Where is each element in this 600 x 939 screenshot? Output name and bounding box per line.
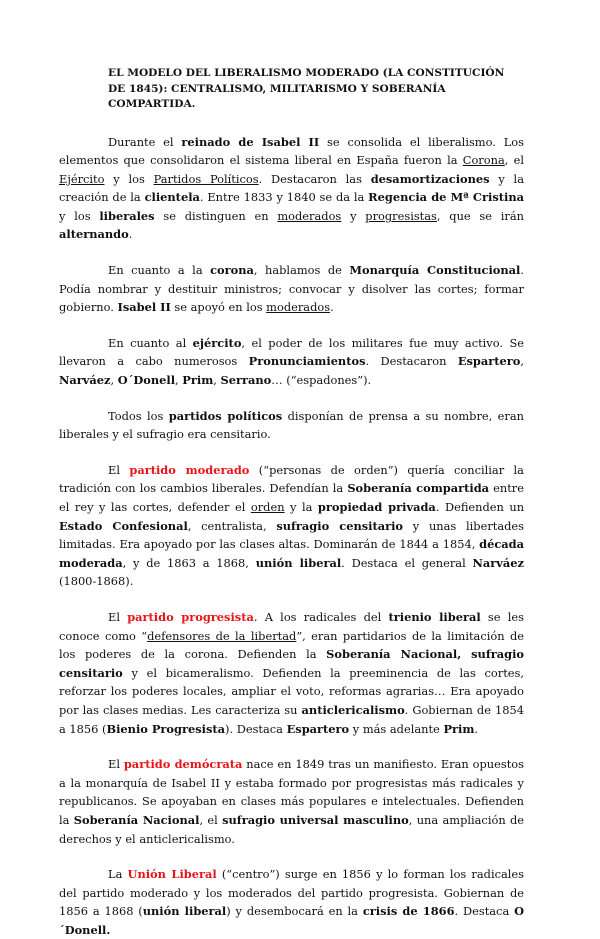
paragraph-moderado: El partido moderado (“personas de orden”) quería conciliar la tradición con los cambios liberales. Defendían la Soberanía compartida entre el rey y las cortes, defender el orden y la propiedad privada. Defienden un Estado Confesional, centralista, sufragio censitario y unas libertades limitadas. Era apoyado por las clases altas. Dominarán de 1844 a 1854, década moderada, y de 1863 a 1868, unión liberal. Destaca el general Narváez (1800-1868).: [59, 461, 524, 591]
paragraph-partidos: Todos los partidos políticos disponían de prensa a su nombre, eran liberales y el sufragio era censitario.: [59, 407, 524, 444]
paragraph-corona: En cuanto a la corona, hablamos de Monarquía Constitucional. Podía nombrar y destituir ministros; convocar y disolver las cortes; formar gobierno. Isabel II se apoyó en los moderados.: [59, 261, 524, 317]
document-title: EL MODELO DEL LIBERALISMO MODERADO (LA CONSTITUCIÓN DE 1845): CENTRALISMO, MILITARISMO Y SOBERANÍA COMPARTIDA.: [108, 66, 524, 113]
paragraph-reinado: Durante el reinado de Isabel II se consolida el liberalismo. Los elementos que consolidaron el sistema liberal en España fueron la Corona, el Ejército y los Partidos Políticos. Destacaron las desamortizaciones y la creación de la clientela. Entre 1833 y 1840 se da la Regencia de Mª Cristina y los liberales se distinguen en moderados y progresistas, que se irán alternando.: [59, 133, 524, 245]
body-text: [59, 133, 524, 939]
paragraph-union-liberal: La Unión Liberal (“centro”) surge en 1856 y lo forman los radicales del partido moderado y los moderados del partido progresista. Gobiernan de 1856 a 1868 (unión liberal) y desembocará en la crisis de 1866. Destaca O´Donell.: [59, 865, 524, 939]
paragraph-progresista: El partido progresista. A los radicales del trienio liberal se les conoce como “defensores de la libertad”, eran partidarios de la limitación de los poderes de la corona. Defienden la Soberanía Nacional, sufragio censitario y el bicameralismo. Defienden la preeminencia de las cortes, reforzar los poderes locales, ampliar el voto, reformas agrarias… Era apoyado por las clases medias. Les caracteriza su anticlericalismo. Gobiernan de 1854 a 1856 (Bienio Progresista). Destaca Espartero y más adelante Prim.: [59, 608, 524, 738]
paragraph-ejercito: En cuanto al ejército, el poder de los militares fue muy activo. Se llevaron a cabo numerosos Pronunciamientos. Destacaron Espartero, Narváez, O´Donell, Prim, Serrano… (“espadones”).: [59, 334, 524, 390]
paragraph-democrata: El partido demócrata nace en 1849 tras un manifiesto. Eran opuestos a la monarquía de Isabel II y estaba formado por progresistas más radicales y republicanos. Se apoyaban en clases más populares e intelectuales. Defienden la Soberanía Nacional, el sufragio universal masculino, una ampliación de derechos y el anticlericalismo.: [59, 755, 524, 848]
